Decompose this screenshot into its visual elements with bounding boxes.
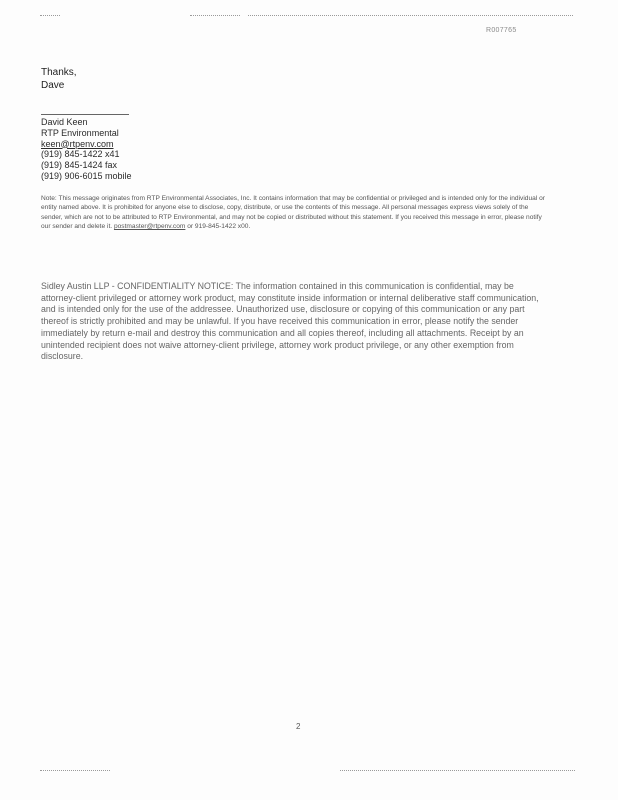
scan-footer-line-left xyxy=(40,770,110,771)
note-text: Note: This message originates from RTP Environmental Associates, Inc. It contains information that may be confidential or privileged and is intended only for the individual or entity named above. It is prohibited for anyone else to disclose, copy, distribute, or use the contents of this message. All personal messages express views solely of the sender, which are not to be attributed to RTP Environmental, and may not be copied or distributed without this statement. If you received this message in error, please notify our sender and delete it. xyxy=(41,195,545,231)
scan-header-line-right xyxy=(248,15,573,16)
signature-divider xyxy=(41,114,129,115)
note-postmaster-link[interactable]: postmaster@rtpenv.com xyxy=(113,223,186,231)
signature-mobile: (919) 906-6015 mobile xyxy=(41,170,132,181)
confidentiality-notice: Sidley Austin LLP - CONFIDENTIALITY NOTICE: The information contained in this communication is confidential, may be attorney-client privileged or attorney work product, may constitute inside information or internal deliberative staff communication, and is intended only for the use of the addressee. Unauthorized use, disclosure or copying of this communication or any part thereof is strictly prohibited and may be unlawful. If you have received this communication in error, please notify the sender immediately by return e-mail and destroy this communication and all copies thereof, including all attachments. Receipt by an unintended recipient does not waive attorney-client privilege, attorney work product privilege, or any other exemption from disclosure. xyxy=(41,281,539,362)
page-number: 2 xyxy=(296,722,301,731)
signature-fax: (919) 845-1424 fax xyxy=(41,160,118,171)
signature-phone: (919) 845-1422 x41 xyxy=(41,149,120,160)
sender-disclaimer-note xyxy=(41,194,546,232)
scan-footer-line-right xyxy=(340,770,575,771)
scan-header-line-mid xyxy=(190,15,240,16)
signature-block xyxy=(41,117,132,182)
email-closing xyxy=(41,66,77,92)
signature-company: RTP Environmental xyxy=(41,127,119,138)
note-suffix: or 919-845-1422 x00. xyxy=(185,223,251,231)
scan-header-line-left xyxy=(40,15,60,16)
closing-signoff-name: Dave xyxy=(41,80,65,91)
document-control-number: R007765 xyxy=(486,27,517,34)
closing-line: Thanks, xyxy=(41,67,77,78)
signature-email-link[interactable]: keen@rtpenv.com xyxy=(41,138,114,149)
signature-name: David Keen xyxy=(41,117,88,127)
